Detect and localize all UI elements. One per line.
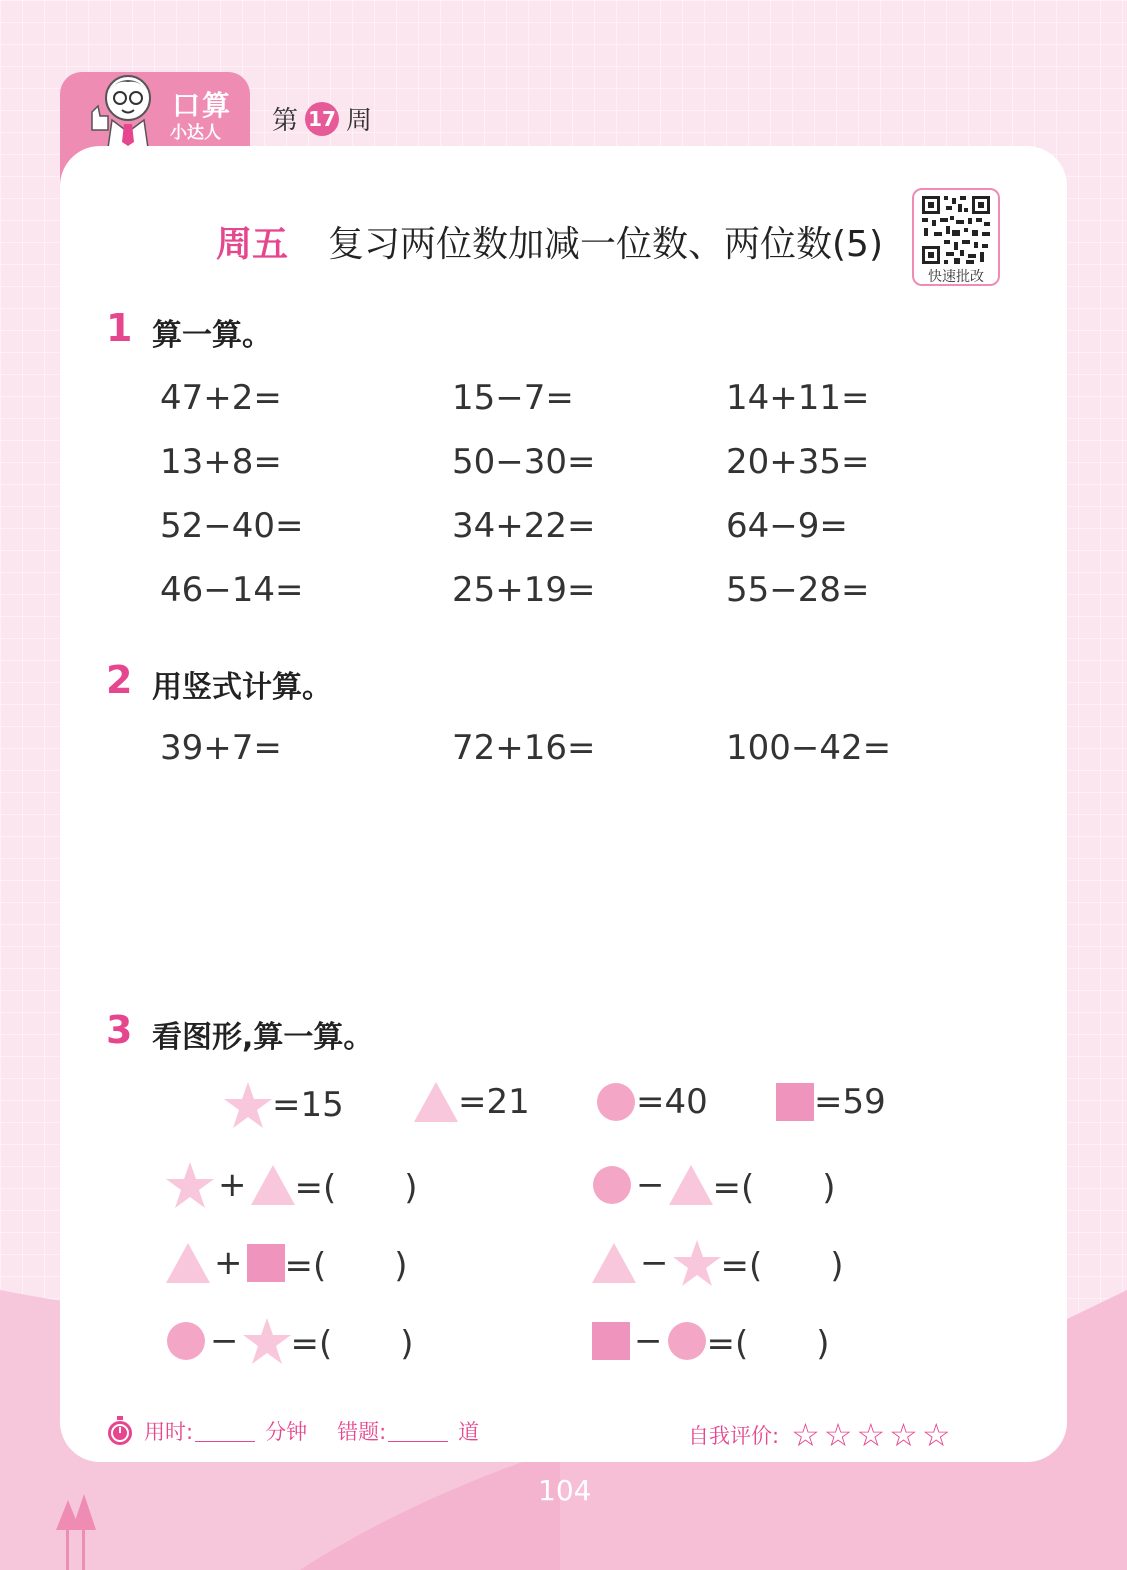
shape-problem [592,1238,844,1287]
equation: 50−30= [452,442,596,482]
circle-icon [592,1165,632,1205]
week-indicator [272,100,372,137]
qr-code-icon [920,194,992,266]
star-icon [224,1082,272,1128]
plus-sign: + [214,1242,243,1283]
shape-problem [166,1316,414,1365]
star-icon [243,1318,291,1364]
given-triangle [414,1082,530,1122]
self-eval-label: 自我评价: [688,1424,780,1448]
errors-input-line[interactable] [388,1421,448,1442]
shape-problem [166,1238,408,1287]
answer-blank[interactable]: =( ) [712,1168,836,1208]
equation: 13+8= [160,442,282,482]
given-value: =40 [636,1082,708,1122]
section-3-number: 3 [106,1008,133,1052]
given-value: =15 [272,1085,344,1125]
equation: 14+11= [726,378,870,418]
week-suffix: 周 [346,106,373,136]
circle-icon [667,1321,707,1361]
footer-time-errors [106,1416,479,1446]
lesson-day: 周五 [216,224,289,265]
given-circle [596,1082,708,1122]
circle-icon [166,1321,206,1361]
section-2-number: 2 [106,658,133,702]
answer-blank[interactable]: =( ) [720,1246,844,1286]
time-label: 用时: [144,1420,194,1444]
lesson-title: 复习两位数加减一位数、两位数(5) [328,224,883,265]
time-unit: 分钟 [265,1420,308,1444]
equation: 20+35= [726,442,870,482]
equation: 34+22= [452,506,596,546]
equation: 47+2= [160,378,282,418]
vertical-calc-problem: 100−42= [726,728,892,768]
triangle-icon [251,1165,295,1205]
star-icon [166,1162,214,1208]
section-1-number: 1 [106,306,133,350]
section-1-title: 算一算。 [152,318,272,353]
given-value: =59 [814,1082,886,1122]
qr-label: 快速批改 [928,269,984,285]
vertical-calc-problem: 39+7= [160,728,282,768]
minus-sign: − [210,1320,239,1361]
given-star [224,1082,344,1128]
triangle-icon [669,1165,713,1205]
stopwatch-icon [106,1416,134,1446]
equation: 55−28= [726,570,870,610]
triangle-icon [166,1243,210,1283]
mascot-boy-icon [78,72,168,148]
time-input-line[interactable] [195,1421,255,1442]
equation: 64−9= [726,506,848,546]
vertical-calc-problem: 72+16= [452,728,596,768]
footer-self-evaluation [688,1416,955,1454]
square-icon [592,1322,630,1360]
square-icon [247,1244,285,1282]
given-square [776,1082,886,1122]
square-icon [776,1083,814,1121]
minus-sign: − [634,1320,663,1361]
errors-label: 错题: [337,1420,387,1444]
equation: 52−40= [160,506,304,546]
plus-sign: + [218,1164,247,1205]
tab-subtitle: 小达人 [170,123,221,143]
tab-title: 口算 [172,89,233,122]
rating-stars[interactable]: ☆☆☆☆☆ [791,1416,955,1454]
answer-blank[interactable]: =( ) [290,1324,414,1364]
circle-icon [596,1082,636,1122]
page-number: 104 [538,1474,592,1507]
answer-blank[interactable]: =( ) [294,1168,418,1208]
section-2-title: 用竖式计算。 [152,670,332,705]
shape-problem [592,1160,836,1209]
given-value: =21 [458,1082,530,1122]
shape-problem [166,1160,418,1209]
week-number-badge: 17 [305,102,339,136]
errors-unit: 道 [458,1420,480,1444]
minus-sign: − [640,1242,669,1283]
answer-blank[interactable]: =( ) [284,1246,408,1286]
minus-sign: − [636,1164,665,1205]
week-prefix: 第 [272,106,299,136]
section-3-title: 看图形,算一算。 [152,1020,374,1055]
triangle-icon [592,1243,636,1283]
shape-problem [592,1316,830,1365]
triangle-icon [414,1082,458,1122]
qr-code-box[interactable] [912,188,1000,286]
equation: 15−7= [452,378,574,418]
answer-blank[interactable]: =( ) [706,1324,830,1364]
equation: 25+19= [452,570,596,610]
equation: 46−14= [160,570,304,610]
star-icon [673,1240,721,1286]
